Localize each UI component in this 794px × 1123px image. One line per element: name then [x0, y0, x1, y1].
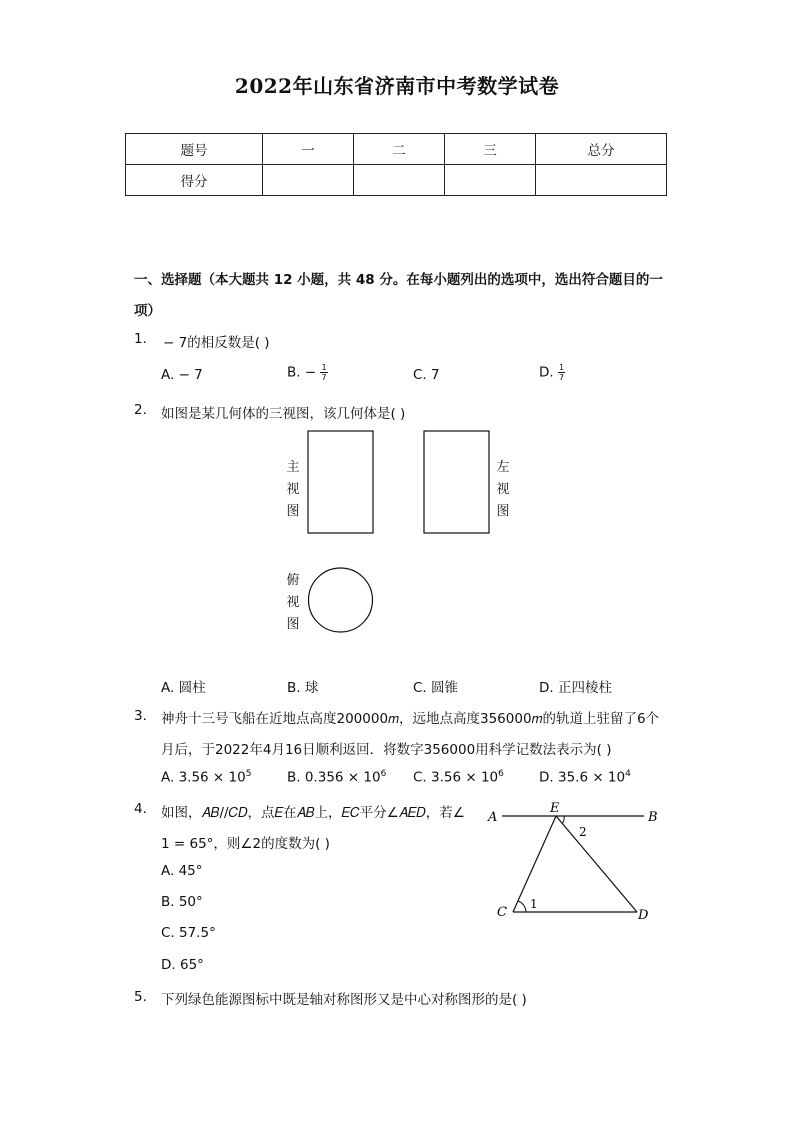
point-d-label: D — [638, 908, 649, 923]
question-stem: 下列绿色能源图标中既是轴对称图形又是中心对称图形的是( ) — [161, 992, 527, 1008]
header-cell: 总分 — [536, 134, 667, 165]
fraction — [558, 363, 565, 382]
angle-1-label: 1 — [530, 897, 538, 911]
option-d[interactable] — [539, 363, 565, 382]
top-view-circle — [309, 568, 373, 632]
question-stem-line1: 如图，𝐴𝐵//𝐶𝐷，点𝐸在𝐴𝐵上，𝐸𝐶平分∠𝐴𝐸𝐷，若∠ — [161, 805, 465, 821]
score-cell[interactable] — [536, 165, 667, 196]
numerator: 1 — [321, 363, 327, 372]
question-stem: 如图是某几何体的三视图，该几何体是( ) — [161, 406, 406, 422]
angle-2-arc — [562, 816, 564, 824]
point-a-label: A — [488, 810, 498, 825]
option-a[interactable]: A. 圆柱 — [161, 680, 206, 696]
header-cell: 二 — [354, 134, 445, 165]
question-stem: − 7的相反数是( ) — [163, 335, 270, 351]
triangle-figure — [480, 800, 670, 925]
score-table-score-row — [126, 165, 667, 196]
header-cell: 三 — [445, 134, 536, 165]
option-c[interactable]: C. 57.5° — [161, 925, 216, 941]
option-b[interactable] — [287, 769, 386, 786]
exponent: 4 — [625, 769, 631, 779]
option-a[interactable] — [161, 769, 251, 786]
denominator: 7 — [321, 373, 327, 382]
exponent: 6 — [498, 769, 504, 779]
option-c[interactable]: C. 圆锥 — [413, 680, 459, 696]
fraction — [320, 363, 327, 382]
section-heading-cont: 项） — [134, 303, 161, 319]
question-number: 4. — [134, 801, 147, 817]
option-a[interactable]: A. 45° — [161, 863, 203, 879]
front-view-label: 主视图 — [286, 460, 300, 519]
option-b[interactable] — [287, 363, 328, 382]
point-c-label: C — [497, 905, 507, 920]
page-title: 2022年山东省济南市中考数学试卷 — [234, 74, 560, 98]
front-view-rectangle — [308, 431, 373, 533]
option-b[interactable]: B. 球 — [287, 680, 319, 696]
score-cell[interactable] — [445, 165, 536, 196]
numerator: 1 — [558, 363, 565, 372]
option-d[interactable]: D. 正四棱柱 — [539, 680, 612, 696]
option-c[interactable]: C. 7 — [413, 367, 440, 383]
segment-ed — [556, 816, 637, 912]
exponent: 5 — [245, 769, 252, 779]
question-number: 1. — [134, 331, 147, 347]
question-stem-line2: 月后，于2022年4月16日顺利返回．将数字356000用科学记数法表示为( ) — [161, 742, 612, 758]
exponent: 6 — [380, 769, 387, 779]
score-cell[interactable] — [263, 165, 354, 196]
option-a[interactable]: A. − 7 — [161, 367, 203, 383]
option-b[interactable]: B. 50° — [161, 894, 203, 910]
option-d-prefix: D. — [539, 364, 554, 381]
option-d-base: D. 35.6 × 10 — [539, 769, 626, 786]
score-table — [125, 133, 667, 196]
header-cell: 题号 — [126, 134, 263, 165]
question-stem-line1: 神舟十三号飞船在近地点高度200000𝑚，远地点高度356000𝑚的轨道上驻留了6个 — [161, 711, 660, 727]
row-label-cell: 得分 — [126, 165, 263, 196]
point-e-label: E — [550, 801, 560, 816]
question-number: 3. — [134, 708, 147, 724]
score-cell[interactable] — [354, 165, 445, 196]
option-d[interactable]: D. 65° — [161, 957, 204, 973]
header-cell: 一 — [263, 134, 354, 165]
question-number: 2. — [134, 402, 147, 418]
option-b-prefix: B. − — [287, 364, 317, 381]
score-table-header-row — [126, 134, 667, 165]
left-view-rectangle — [424, 431, 489, 533]
left-view-label: 左视图 — [496, 460, 510, 519]
question-stem-line2: 1 = 65°，则∠2的度数为( ) — [161, 836, 330, 852]
option-c-base: C. 3.56 × 10 — [413, 769, 499, 786]
question-number: 5. — [134, 989, 147, 1005]
top-view-label: 俯视图 — [286, 573, 300, 632]
denominator: 7 — [558, 373, 565, 382]
point-b-label: B — [648, 810, 658, 825]
angle-2-label: 2 — [579, 825, 587, 839]
option-c[interactable] — [413, 769, 504, 786]
section-heading: 一、选择题（本大题共 12 小题，共 48 分。在每小题列出的选项中，选出符合题目的一 — [134, 272, 663, 288]
three-view-figure — [300, 425, 500, 640]
option-b-base: B. 0.356 × 10 — [287, 769, 381, 786]
option-d[interactable] — [539, 769, 631, 786]
angle-1-arc — [518, 901, 526, 912]
option-a-base: A. 3.56 × 10 — [161, 769, 246, 786]
